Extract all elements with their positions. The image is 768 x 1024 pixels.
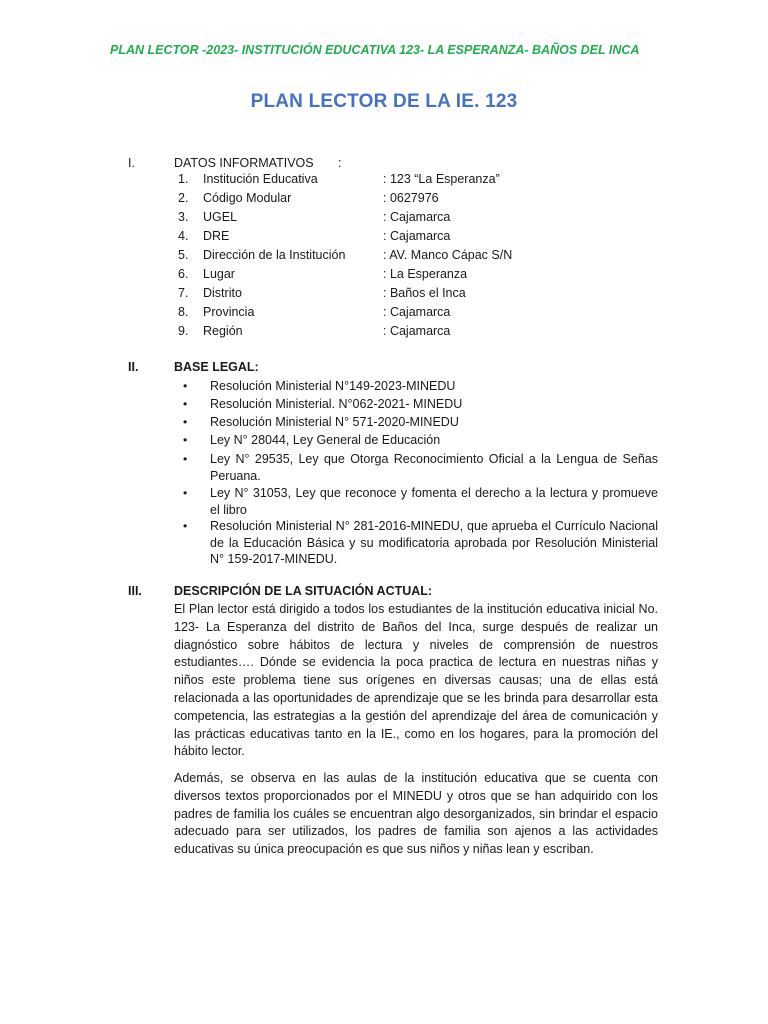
bullet-icon: •: [183, 519, 188, 533]
section-title: DESCRIPCIÓN DE LA SITUACIÓN ACTUAL:: [174, 584, 433, 598]
datos-value: : 0627976: [383, 191, 439, 205]
section-number: III.: [128, 584, 142, 598]
descripcion-paragraph: El Plan lector está dirigido a todos los estudiantes de la institución educativa inicial No. 123- La Esperanza del distrito de Baños del Inca, surge después de realizar un diagnóstico sobre hábitos de lectura y niveles de comprensión de nuestros estudiantes…. Dónde se evidencia la poca practica de lectura en nuestras niñas y niños este problema tiene sus orígenes en diversas causas; una de ellas está relacionada a las oportunidades de aprendizaje que se les brinda para desarrollar esta competencia, las estrategias a la gestión del aprendizaje del área de comunicación y las prácticas educativas tanto en la IE., como en los hogares, para la promoción del hábito lector.: [174, 602, 658, 759]
section-number: I.: [128, 156, 135, 170]
datos-label: UGEL: [203, 210, 238, 224]
datos-value: : 123 “La Esperanza”: [383, 172, 500, 186]
datos-label: Región: [203, 324, 243, 338]
datos-value: : La Esperanza: [383, 267, 468, 281]
document-title: PLAN LECTOR DE LA IE. 123: [250, 91, 518, 112]
datos-value: : Baños el Inca: [383, 286, 466, 300]
datos-label: Lugar: [203, 267, 235, 281]
datos-number: 4.: [178, 229, 189, 243]
datos-number: 2.: [178, 191, 189, 205]
list-item-text: Resolución Ministerial N°149-2023-MINEDU: [210, 379, 456, 393]
section-title: DATOS INFORMATIVOS: [174, 156, 314, 170]
datos-label: Provincia: [203, 305, 255, 319]
bullet-icon: •: [183, 397, 188, 411]
list-item-text: Ley N° 31053, Ley que reconoce y fomenta el derecho a la lectura y promueve el libro: [210, 486, 658, 517]
bullet-icon: •: [183, 379, 188, 393]
datos-value: : AV. Manco Cápac S/N: [383, 248, 513, 262]
list-item-text: Resolución Ministerial N° 571-2020-MINEDU: [210, 415, 459, 429]
datos-number: 7.: [178, 286, 189, 300]
datos-label: Dirección de la Institución: [203, 248, 346, 262]
datos-number: 8.: [178, 305, 189, 319]
section-title: BASE LEGAL:: [174, 360, 259, 374]
datos-number: 3.: [178, 210, 189, 224]
datos-label: Institución Educativa: [203, 172, 318, 186]
datos-value: : Cajamarca: [383, 324, 451, 338]
section-base-legal-heading: [128, 360, 259, 374]
datos-label: Código Modular: [203, 191, 292, 205]
datos-label: Distrito: [203, 286, 242, 300]
datos-value: : Cajamarca: [383, 229, 451, 243]
section-descripcion-heading: [128, 584, 432, 598]
list-item-text: Ley N° 28044, Ley General de Educación: [210, 433, 441, 447]
bullet-icon: •: [183, 486, 188, 500]
datos-label: DRE: [203, 229, 230, 243]
bullet-icon: •: [183, 415, 188, 429]
datos-number: 6.: [178, 267, 189, 281]
datos-number: 5.: [178, 248, 189, 262]
section-datos-colon: :: [338, 156, 342, 170]
datos-value: : Cajamarca: [383, 210, 451, 224]
bullet-icon: •: [183, 433, 188, 447]
list-item-text: Ley N° 29535, Ley que Otorga Reconocimiento Oficial a la Lengua de Señas Peruana.: [210, 452, 658, 483]
list-item-text: Resolución Ministerial. N°062-2021- MINEDU: [210, 397, 463, 411]
datos-value: : Cajamarca: [383, 305, 451, 319]
section-datos-heading: [128, 156, 314, 170]
bullet-icon: •: [183, 452, 188, 466]
datos-number: 1.: [178, 172, 189, 186]
section-number: II.: [128, 360, 139, 374]
datos-number: 9.: [178, 324, 189, 338]
descripcion-paragraph: Además, se observa en las aulas de la institución educativa que se cuenta con diversos textos proporcionados por el MINEDU y otros que se han adquirido con los padres de familia los cuáles se encuentran algo desorganizados, sin brindar el espacio adecuado para ser utilizados, los padres de familia son ajenos a las actividades educativas su única preocupación es que sus niños y niñas lean y escriban.: [174, 771, 658, 857]
running-header: PLAN LECTOR -2023- INSTITUCIÓN EDUCATIVA 123- LA ESPERANZA- BAÑOS DEL INCA: [110, 43, 640, 57]
list-item-text: Resolución Ministerial N° 281-2016-MINEDU, que aprueba el Currículo Nacional de la Educación Básica y su modificatoria aprobada por Resolución Ministerial N° 159-2017-MINEDU.: [210, 519, 658, 566]
